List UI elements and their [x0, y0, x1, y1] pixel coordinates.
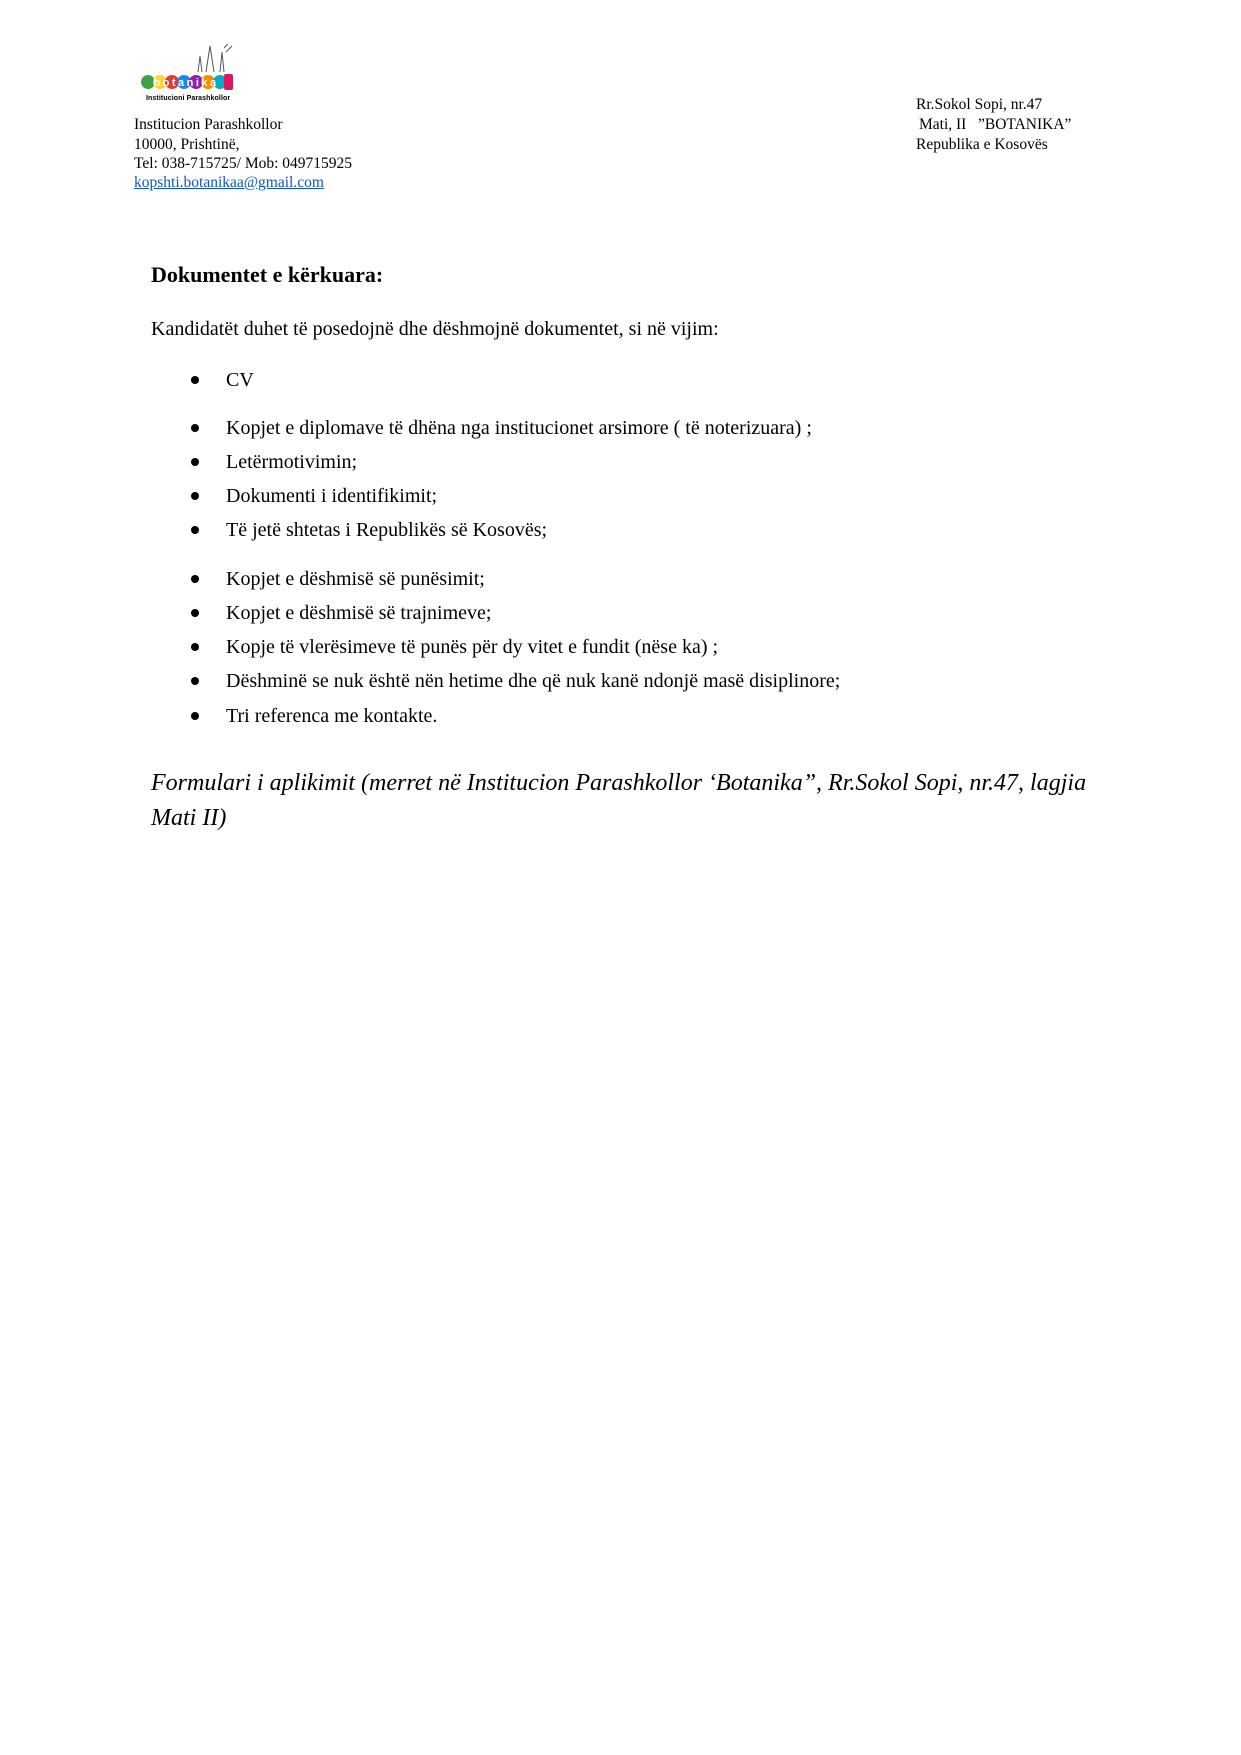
list-item	[0, 415, 1100, 441]
list-item-text: Dëshminë se nuk është nën hetime dhe që nuk kanë ndonjë masë disiplinore;	[226, 670, 841, 692]
list-item	[0, 634, 1100, 660]
bullet-icon	[191, 575, 199, 583]
intro-text: Kandidatët duhet të posedojnë dhe dëshmojnë dokumentet, si në vijim:	[151, 318, 719, 340]
application-form-note: Formulari i aplikimit (merret në Institucion Parashkollor ‘Botanika”, Rr.Sokol Sopi, nr.47, lagjia Mati II)	[151, 770, 1087, 831]
bullet-icon	[191, 677, 199, 685]
list-item-text: Kopjet e diplomave të dhëna nga institucionet arsimore ( të noterizuara) ;	[226, 417, 812, 439]
list-item	[0, 483, 1100, 509]
bullet-icon	[191, 609, 199, 617]
list-item	[0, 367, 1100, 393]
list-item-text: Letërmotivimin;	[226, 451, 358, 473]
list-item	[0, 449, 1100, 475]
list-item-text: Tri referenca me kontakte.	[226, 705, 438, 727]
list-item-text: Kopjet e dëshmisë së punësimit;	[226, 568, 485, 590]
address-street: Rr.Sokol Sopi, nr.47	[916, 96, 1043, 113]
list-item	[0, 600, 1100, 626]
institution-phone: Tel: 038-715725/ Mob: 049715925	[134, 155, 353, 172]
bullet-icon	[191, 458, 199, 466]
logo-word: botanika	[153, 77, 219, 89]
list-item	[0, 566, 1100, 592]
logo-caption: Institucioni Parashkollor	[146, 95, 231, 102]
bullet-icon	[191, 376, 199, 384]
bullet-icon	[191, 712, 199, 720]
institution-name: Institucion Parashkollor	[134, 116, 283, 133]
bullet-icon	[191, 643, 199, 651]
list-item-text: Dokumenti i identifikimit;	[226, 485, 438, 507]
institution-city: 10000, Prishtinë,	[134, 136, 240, 153]
list-item-text: CV	[226, 369, 254, 391]
institution-email-link[interactable]: kopshti.botanikaa@gmail.com	[134, 174, 324, 191]
list-item	[0, 668, 1100, 694]
section-title: Dokumentet e kërkuara:	[151, 262, 384, 287]
list-item-text: Kopje të vlerësimeve të punës për dy vitet e fundit (nëse ka) ;	[226, 636, 719, 658]
bullet-icon	[191, 492, 199, 500]
bullet-icon	[191, 526, 199, 534]
address-area: Mati, II ”BOTANIKA”	[919, 116, 1072, 133]
list-item	[0, 517, 1100, 543]
list-item	[0, 703, 1100, 729]
bullet-icon	[191, 424, 199, 432]
list-item-text: Të jetë shtetas i Republikës së Kosovës;	[226, 519, 548, 541]
address-country: Republika e Kosovës	[916, 136, 1048, 153]
list-item-text: Kopjet e dëshmisë së trajnimeve;	[226, 602, 492, 624]
